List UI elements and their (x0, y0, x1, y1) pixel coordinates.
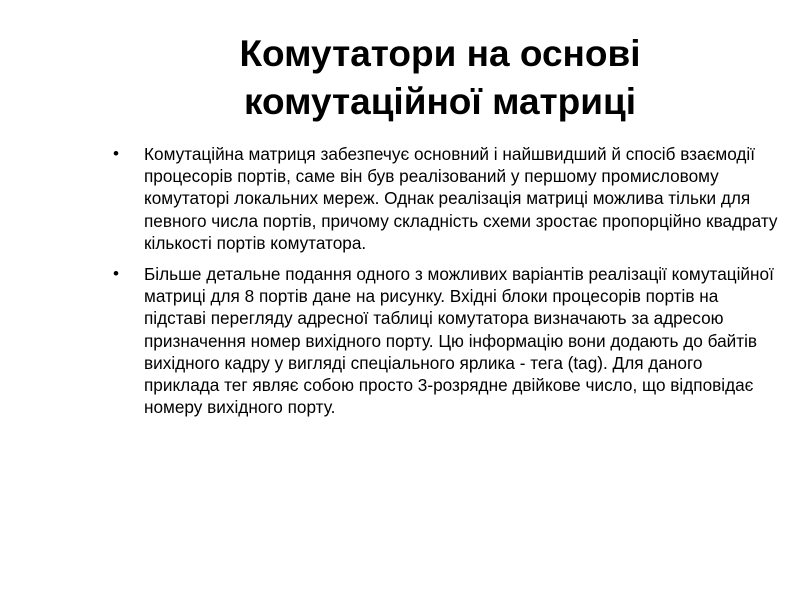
bullet-text-2: Більше детальне подання одного з можливих варіантів реалізації комутаційної матриці для 8 портів дане на рисунку. Вхідні блоки процесорів портів на підставі перегляду адресної таблиці комутатора визначають за адресою призначення номер вихідного порту. Цю інформацію вони додають до байтів вихідного кадру у вигляді спеціального ярлика - тега (tag). Для даного приклада тег являє собою просто 3-розрядне двійкове число, що відповідає номеру вихідного порту. (144, 264, 774, 418)
bullet-item-1 (110, 143, 780, 254)
bullet-icon: • (113, 144, 119, 163)
slide-title-line-2: комутаційної матриці (243, 81, 637, 122)
slide-title-line-1: Комутатори на основі (239, 33, 641, 74)
bullet-list (110, 143, 780, 427)
bullet-text-1: Комутаційна матриця забезпечує основний і найшвидший й спосіб взаємодії процесорів портів, саме він був реалізований у першому промисловому комутаторі локальних мереж. Однак реалізація матриці можлива тільки для певного числа портів, причому складність схеми зростає пропорційно квадрату кількості портів комутатора. (144, 144, 778, 253)
slide-title (110, 30, 770, 126)
bullet-item-2 (110, 263, 780, 418)
bullet-icon: • (113, 264, 119, 284)
